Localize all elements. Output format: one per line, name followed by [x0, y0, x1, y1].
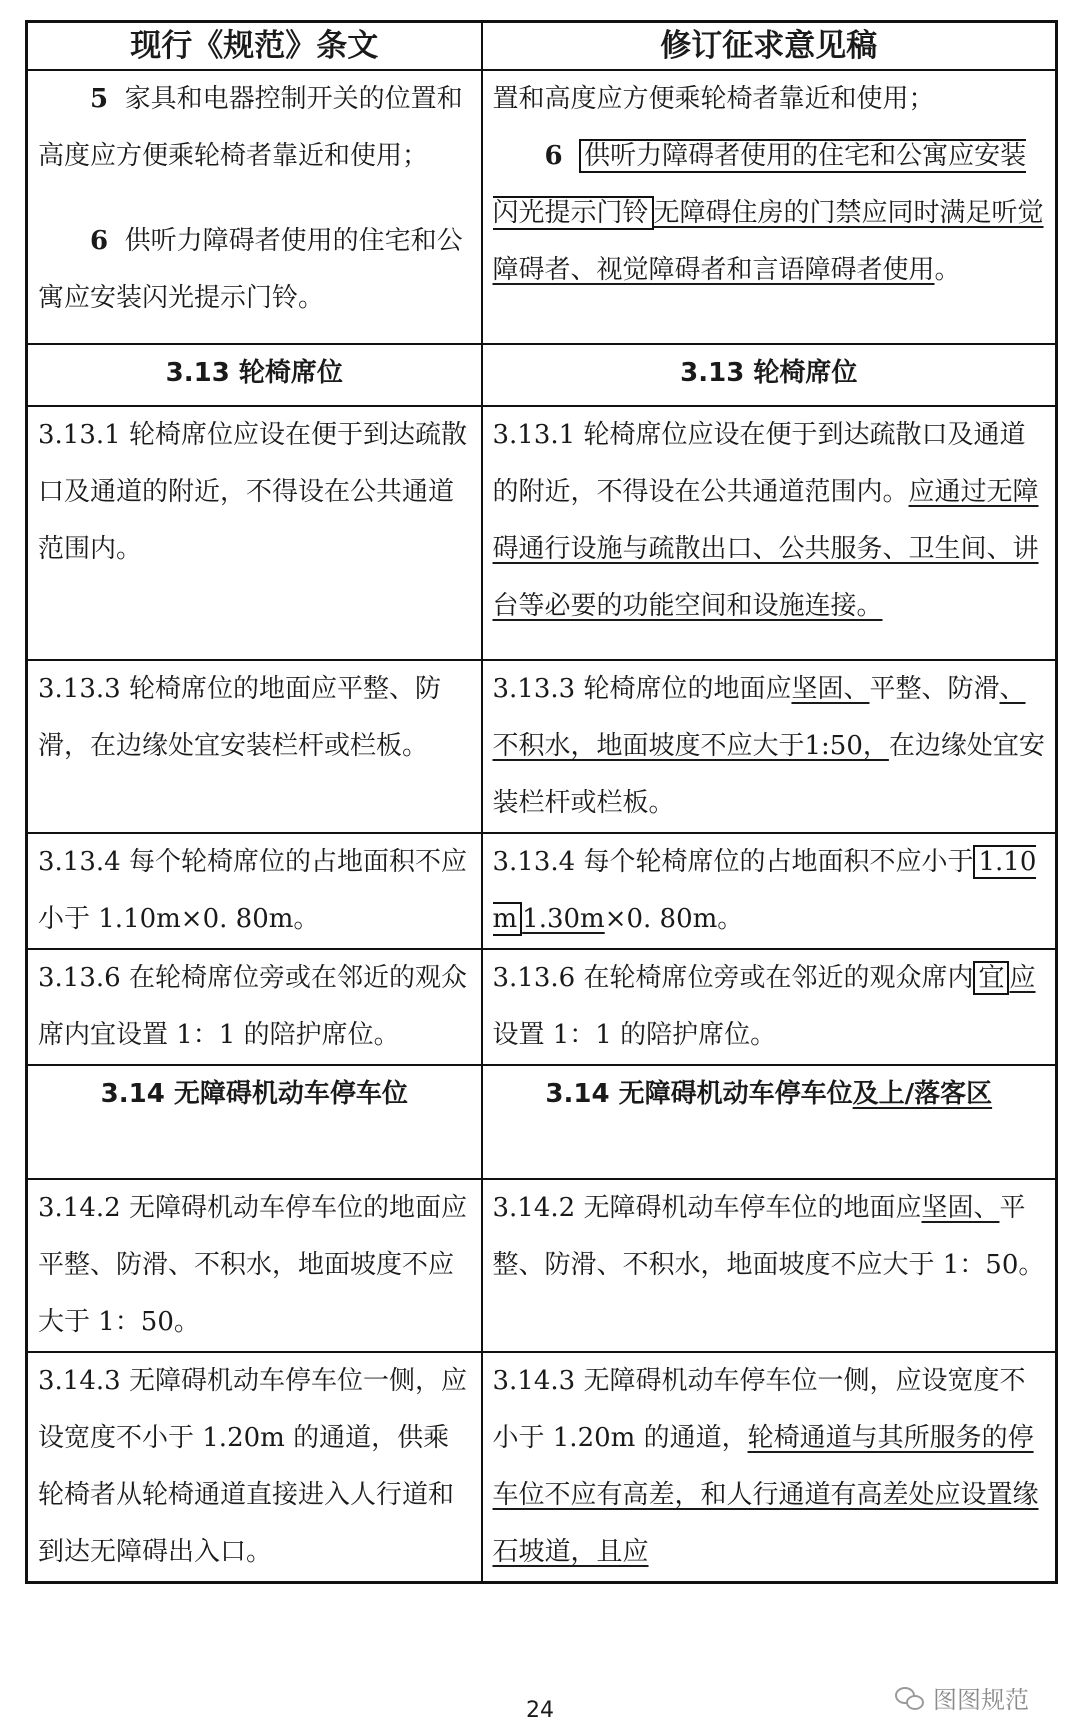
header-current: 现行《规范》条文	[27, 22, 482, 71]
item-text: 设置 1：1 的陪护席位。	[492, 1020, 777, 1050]
added-text: 应通过无障碍通行设施与疏散出口、公共服务、卫生间、讲台等必要的功能空间和设施连接。	[492, 477, 1039, 621]
added-text: 1.30m	[522, 904, 605, 934]
cell-revised	[482, 660, 1057, 833]
added-text: 无障碍住房的门禁应同时满足听觉障碍者、视觉障碍者和言语障碍者使用	[492, 198, 1044, 285]
added-text: 应	[1009, 963, 1036, 993]
cell-revised	[482, 949, 1057, 1065]
deleted-text: 供听力障碍者使用的住宅和公寓应安装闪光提示门铃	[492, 141, 1027, 228]
added-text: 及上/落客区	[852, 1079, 993, 1109]
cell-revised	[482, 1352, 1057, 1583]
section-title-revised	[482, 1065, 1057, 1179]
item-text: ×0. 80m。	[604, 904, 744, 934]
added-text: 轮椅通道与其所服务的停车位不应有高差，和人行通道有高差处应设置缘石坡道，且应	[492, 1423, 1039, 1567]
cell-revised	[482, 406, 1057, 660]
section-title-revised: 3.13 轮椅席位	[482, 344, 1057, 406]
section-3-13	[27, 344, 1057, 406]
row-3-13-1	[27, 406, 1057, 660]
row-3-13-6	[27, 949, 1057, 1065]
cell-current: 3.13.6 在轮椅席位旁或在邻近的观众席内宜设置 1：1 的陪护席位。	[27, 949, 482, 1065]
item-text: 平整、防滑、不积水，地面坡度不应大于 1：50。	[492, 1193, 1045, 1280]
deleted-text: 1.10m	[492, 847, 1037, 934]
cell-current: 3.13.4 每个轮椅席位的占地面积不应小于 1.10m×0. 80m。	[27, 833, 482, 949]
row-3-14-2	[27, 1179, 1057, 1352]
item-text: 置和高度应方便乘轮椅者靠近和使用；	[492, 84, 935, 114]
cell-current: 3.14.2 无障碍机动车停车位的地面应平整、防滑、不积水，地面坡度不应大于 1：50。	[27, 1179, 482, 1352]
row-3-13-3	[27, 660, 1057, 833]
comparison-table	[25, 20, 1058, 1584]
cell-current: 3.14.3 无障碍机动车停车位一侧，应设宽度不小于 1.20m 的通道，供乘轮椅者从轮椅通道直接进入人行道和到达无障碍出入口。	[27, 1352, 482, 1583]
item-number: 6	[90, 226, 109, 256]
cell-revised	[482, 833, 1057, 949]
item-text: 3.13.1 轮椅席位应设在便于到达疏散口及通道的附近，不得设在公共通道范围内。	[492, 420, 1026, 507]
section-title-text: 3.14 无障碍机动车停车位	[545, 1079, 853, 1109]
header-revised: 修订征求意见稿	[482, 22, 1057, 71]
cell-revised	[482, 70, 1057, 344]
item-text: 供听力障碍者使用的住宅和公寓应安装闪光提示门铃。	[38, 226, 463, 313]
watermark-text: 图图规范	[933, 1686, 1029, 1714]
item-text: 3.13.4 每个轮椅席位的占地面积不应小于	[492, 847, 974, 877]
comparison-page	[25, 20, 1055, 1584]
cell-current	[27, 70, 482, 344]
section-title-current: 3.13 轮椅席位	[27, 344, 482, 406]
item-text: 在边缘处宜安装栏杆或栏板。	[492, 731, 1045, 818]
added-text: 坚固、	[921, 1193, 1000, 1223]
item-number: 5	[90, 84, 109, 114]
header-row	[27, 22, 1057, 71]
item-text: 3.13.6 在轮椅席位旁或在邻近的观众席内	[492, 963, 974, 993]
section-3-14	[27, 1065, 1057, 1179]
page-number: 24	[526, 1698, 554, 1723]
added-text: 、不积水，地面坡度不应大于1:50，	[492, 674, 1026, 761]
row-3-12	[27, 70, 1057, 344]
row-3-14-3	[27, 1352, 1057, 1583]
deleted-text: 宜	[973, 961, 1009, 995]
added-text: 坚固、	[791, 674, 870, 704]
cell-revised	[482, 1179, 1057, 1352]
item-text: 3.13.3 轮椅席位的地面应	[492, 674, 792, 704]
item-text: 平整、防滑	[869, 674, 1000, 704]
punct: 。	[934, 255, 961, 285]
item-text: 3.14.2 无障碍机动车停车位的地面应	[492, 1193, 922, 1223]
cell-current: 3.13.1 轮椅席位应设在便于到达疏散口及通道的附近，不得设在公共通道范围内。	[27, 406, 482, 660]
cell-current: 3.13.3 轮椅席位的地面应平整、防滑，在边缘处宜安装栏杆或栏板。	[27, 660, 482, 833]
section-title-current: 3.14 无障碍机动车停车位	[27, 1065, 482, 1179]
row-3-13-4	[27, 833, 1057, 949]
item-text: 3.14.3 无障碍机动车停车位一侧，应设宽度不小于 1.20m 的通道，	[492, 1366, 1026, 1453]
item-text: 家具和电器控制开关的位置和高度应方便乘轮椅者靠近和使用；	[38, 84, 463, 171]
item-number: 6	[544, 141, 563, 171]
